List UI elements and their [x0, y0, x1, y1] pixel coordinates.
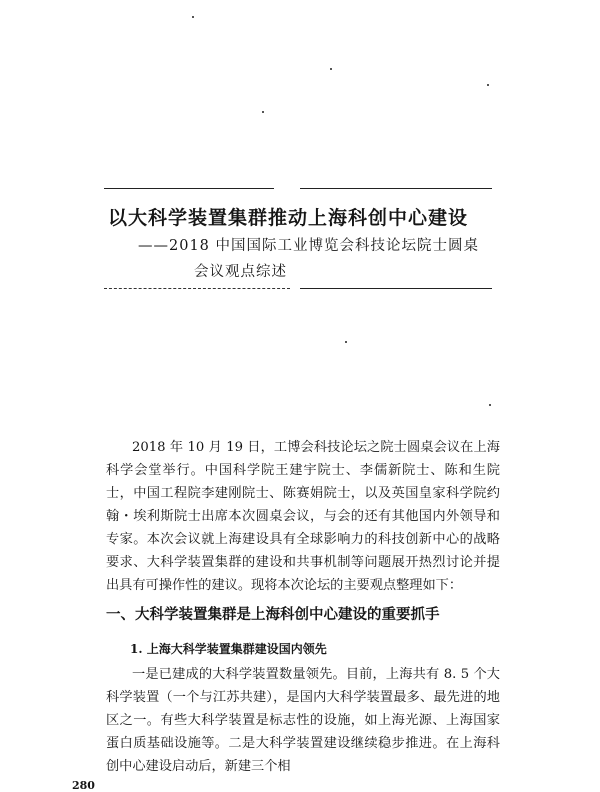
article-subtitle-line1: ——2018 中国国际工业博览会科技论坛院士圆桌	[138, 238, 480, 254]
article-title: 以大科学装置集群推动上海科创中心建设	[108, 207, 469, 229]
intro-paragraph	[106, 436, 500, 597]
subsection-heading: 1. 上海大科学装置集群建设国内领先	[130, 642, 327, 656]
top-rule-1	[104, 188, 274, 189]
intro-paragraph-text: 2018 年 10 月 19 日，工博会科技论坛之院士圆桌会议在上海科学会堂举行。中国科学院王建宇院士、李儒新院士、陈和生院士，中国工程院李建刚院士、陈赛娟院士，以及英国皇家科学院约翰・埃利斯院士出席本次圆桌会议，与会的还有其他国内外领导和专家。本次会议就上海建设具有全球影响力的科技创新中心的战略要求、大科学装置集群的建设和共事机制等问题展开热烈讨论并提出具有可操作性的建议。现将本次论坛的主要观点整理如下：	[106, 440, 500, 593]
scan-speck	[262, 111, 264, 113]
body-paragraph-text: 一是已建成的大科学装置数量领先。目前，上海共有 8. 5 个大科学装置（一个与江苏共建），是国内大科学装置最多、最先进的地区之一。有些大科学装置是标志性的设施，如上海光源、上海国家蛋白质基础设施等。二是大科学装置建设继续稳步推进。在上海科创中心建设启动后，新建三个相	[106, 667, 500, 774]
scan-speck	[489, 404, 491, 406]
bottom-rule-dashed	[104, 288, 290, 289]
scan-speck	[345, 341, 347, 343]
scan-speck	[330, 68, 332, 70]
bottom-rule-solid	[300, 288, 492, 289]
scan-speck	[192, 16, 194, 18]
scan-speck	[487, 84, 489, 86]
article-subtitle-line2: 会议观点综述	[194, 264, 287, 280]
top-rule-2	[300, 188, 492, 189]
section-heading: 一、大科学装置集群是上海科创中心建设的重要抓手	[106, 607, 440, 623]
body-paragraph	[106, 663, 500, 778]
page-number: 280	[72, 779, 95, 792]
